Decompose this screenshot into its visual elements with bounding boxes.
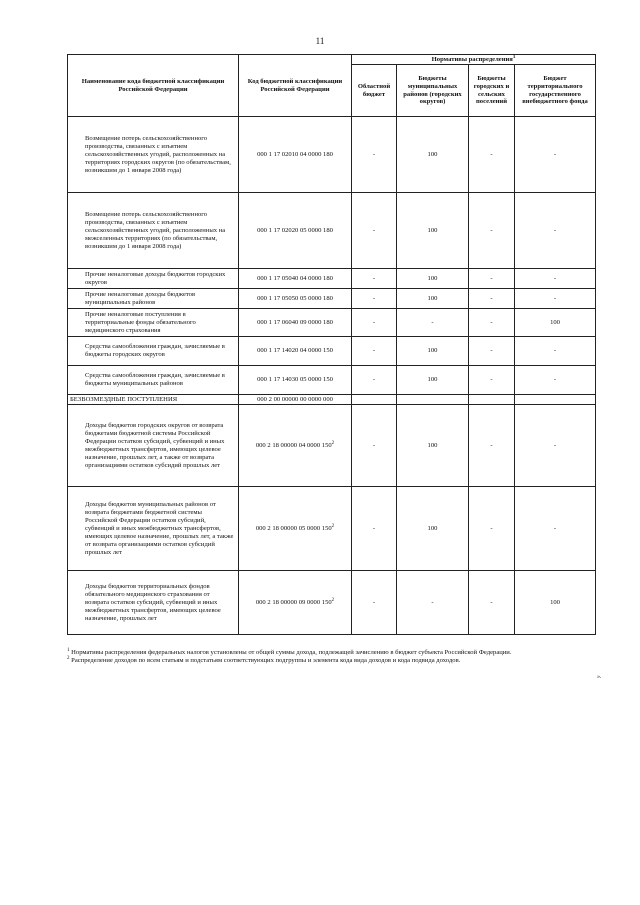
cell-name: Возмещение потерь сельскохозяйственного производства, связанных с изъятием сельскохозяйственных угодий, расположенных на территориях городских округов (по обязательствам, возникшим до 1 января 2008 года) (68, 117, 239, 193)
cell-code: 000 2 18 00000 04 0000 $150^2$ (239, 405, 352, 487)
cell-regional: - (352, 117, 397, 193)
cell-name: Прочие неналоговые доходы бюджетов городских округов (68, 269, 239, 289)
cell-regional: - (352, 366, 397, 395)
cell-fund: - (515, 487, 596, 571)
cell-name: БЕЗВОЗМЕЗДНЫЕ ПОСТУПЛЕНИЯ (68, 395, 239, 405)
header-municipal: Бюджеты муниципальных районов (городских округов) (397, 65, 469, 117)
cell-name: Прочие неналоговые доходы бюджетов муниципальных районов (68, 289, 239, 309)
cell-municipal: 100 (397, 487, 469, 571)
footnotes (67, 649, 607, 665)
cell-settlements: - (469, 269, 515, 289)
header-norms-group: Нормативы распределения$^1$ (352, 55, 596, 65)
cell-municipal: - (397, 309, 469, 337)
footnote-1: $^1$ Нормативы распределения федеральных налогов установлены от общей суммы дохода, подлежащей зачислению в бюджет субъекта Российской Федерации. (67, 647, 512, 656)
cell-code: 000 2 18 00000 05 0000 $150^2$ (239, 487, 352, 571)
header-fund: Бюджет территориального государственного внебюджетного фонда (515, 65, 596, 117)
cell-regional: - (352, 487, 397, 571)
page-number: 11 (315, 36, 325, 46)
cell-name: Доходы бюджетов городских округов от возврата бюджетами бюджетной системы Российской Федерации остатков субсидий, субвенций и иных межбюджетных трансфертов, имеющих целевое назначение, прошлых лет, а также от возврата организациями остатков субсидий прошлых лет (68, 405, 239, 487)
cell-regional: - (352, 337, 397, 366)
cell-settlements: - (469, 193, 515, 269)
header-row (68, 55, 596, 65)
cell-municipal: 100 (397, 405, 469, 487)
table-row (68, 117, 596, 193)
cell-name: Доходы бюджетов муниципальных районов от возврата бюджетами бюджетной системы Российской Федерации остатков субсидий, субвенций и иных межбюджетных трансфертов, имеющих целевое назначение, прошлых лет, а также от возврата организациями остатков субсидий прошлых лет (68, 487, 239, 571)
header-settlements: Бюджеты городских и сельских поселений (469, 65, 515, 117)
cell-code: 000 2 18 00000 09 0000 $150^2$ (239, 571, 352, 635)
table-row (68, 193, 596, 269)
cell-fund: - (515, 117, 596, 193)
cell-code: 000 1 17 06040 09 0000 180 (239, 309, 352, 337)
cell-name: Средства самообложения граждан, зачисляемые в бюджеты городских округов (68, 337, 239, 366)
cell-name: Доходы бюджетов территориальных фондов обязательного медицинского страхования от возврата остатков субсидий, субвенций и иных межбюджетных трансфертов, имеющих целевое назначение, прошлых лет (68, 571, 239, 635)
cell-fund: - (515, 366, 596, 395)
cell-code: 000 1 17 14030 05 0000 150 (239, 366, 352, 395)
cell-municipal: 100 (397, 366, 469, 395)
cell-name: Средства самообложения граждан, зачисляемые в бюджеты муниципальных районов (68, 366, 239, 395)
cell-municipal: 100 (397, 269, 469, 289)
cell-fund: 100 (515, 309, 596, 337)
cell-regional: - (352, 405, 397, 487)
table-row (68, 487, 596, 571)
table-row (68, 405, 596, 487)
cell-municipal (397, 395, 469, 405)
cell-regional: - (352, 193, 397, 269)
header-regional: Областной бюджет (352, 65, 397, 117)
table-row (68, 571, 596, 635)
cell-name: Возмещение потерь сельскохозяйственного производства, связанных с изъятием сельскохозяйственных угодий, расположенных на межселенных территориях (по обязательствам, возникшим до 1 января 2008 года) (68, 193, 239, 269)
cell-municipal: 100 (397, 337, 469, 366)
end-quote-mark: ». (597, 674, 602, 680)
header-name-col: Наименование кода бюджетной классификации Российской Федерации (68, 55, 239, 117)
budget-classification-table (67, 54, 596, 635)
header-code-col: Код бюджетной классификации Российской Федерации (239, 55, 352, 117)
cell-code: 000 1 17 05050 05 0000 180 (239, 289, 352, 309)
cell-code: 000 1 17 02010 04 0000 180 (239, 117, 352, 193)
cell-settlements: - (469, 289, 515, 309)
cell-code: 000 1 17 14020 04 0000 150 (239, 337, 352, 366)
table-row (68, 289, 596, 309)
cell-settlements: - (469, 366, 515, 395)
cell-settlements: - (469, 405, 515, 487)
cell-fund: - (515, 337, 596, 366)
cell-code: 000 1 17 05040 04 0000 180 (239, 269, 352, 289)
cell-name: Прочие неналоговые поступления в территориальные фонды обязательного медицинского страхования (68, 309, 239, 337)
cell-regional (352, 395, 397, 405)
table-row (68, 309, 596, 337)
table-row (68, 337, 596, 366)
cell-fund: - (515, 289, 596, 309)
cell-fund: - (515, 269, 596, 289)
cell-municipal: - (397, 571, 469, 635)
cell-code: 000 2 00 00000 00 0000 000 (239, 395, 352, 405)
cell-fund: - (515, 193, 596, 269)
cell-municipal: 100 (397, 117, 469, 193)
table-row (68, 395, 596, 405)
table-row (68, 269, 596, 289)
cell-fund: - (515, 405, 596, 487)
cell-municipal: 100 (397, 193, 469, 269)
cell-settlements (469, 395, 515, 405)
cell-settlements: - (469, 309, 515, 337)
cell-code: 000 1 17 02020 05 0000 180 (239, 193, 352, 269)
cell-fund: 100 (515, 571, 596, 635)
cell-regional: - (352, 289, 397, 309)
cell-settlements: - (469, 487, 515, 571)
cell-municipal: 100 (397, 289, 469, 309)
cell-regional: - (352, 571, 397, 635)
cell-settlements: - (469, 571, 515, 635)
cell-settlements: - (469, 337, 515, 366)
cell-regional: - (352, 309, 397, 337)
cell-fund (515, 395, 596, 405)
cell-settlements: - (469, 117, 515, 193)
table-row (68, 366, 596, 395)
footnote-2: $^2$ Распределение доходов по всем статьям и подстатьям соответствующих подгруппы и элемента кода вида доходов и кода подвида доходов. (67, 655, 461, 664)
cell-regional: - (352, 269, 397, 289)
